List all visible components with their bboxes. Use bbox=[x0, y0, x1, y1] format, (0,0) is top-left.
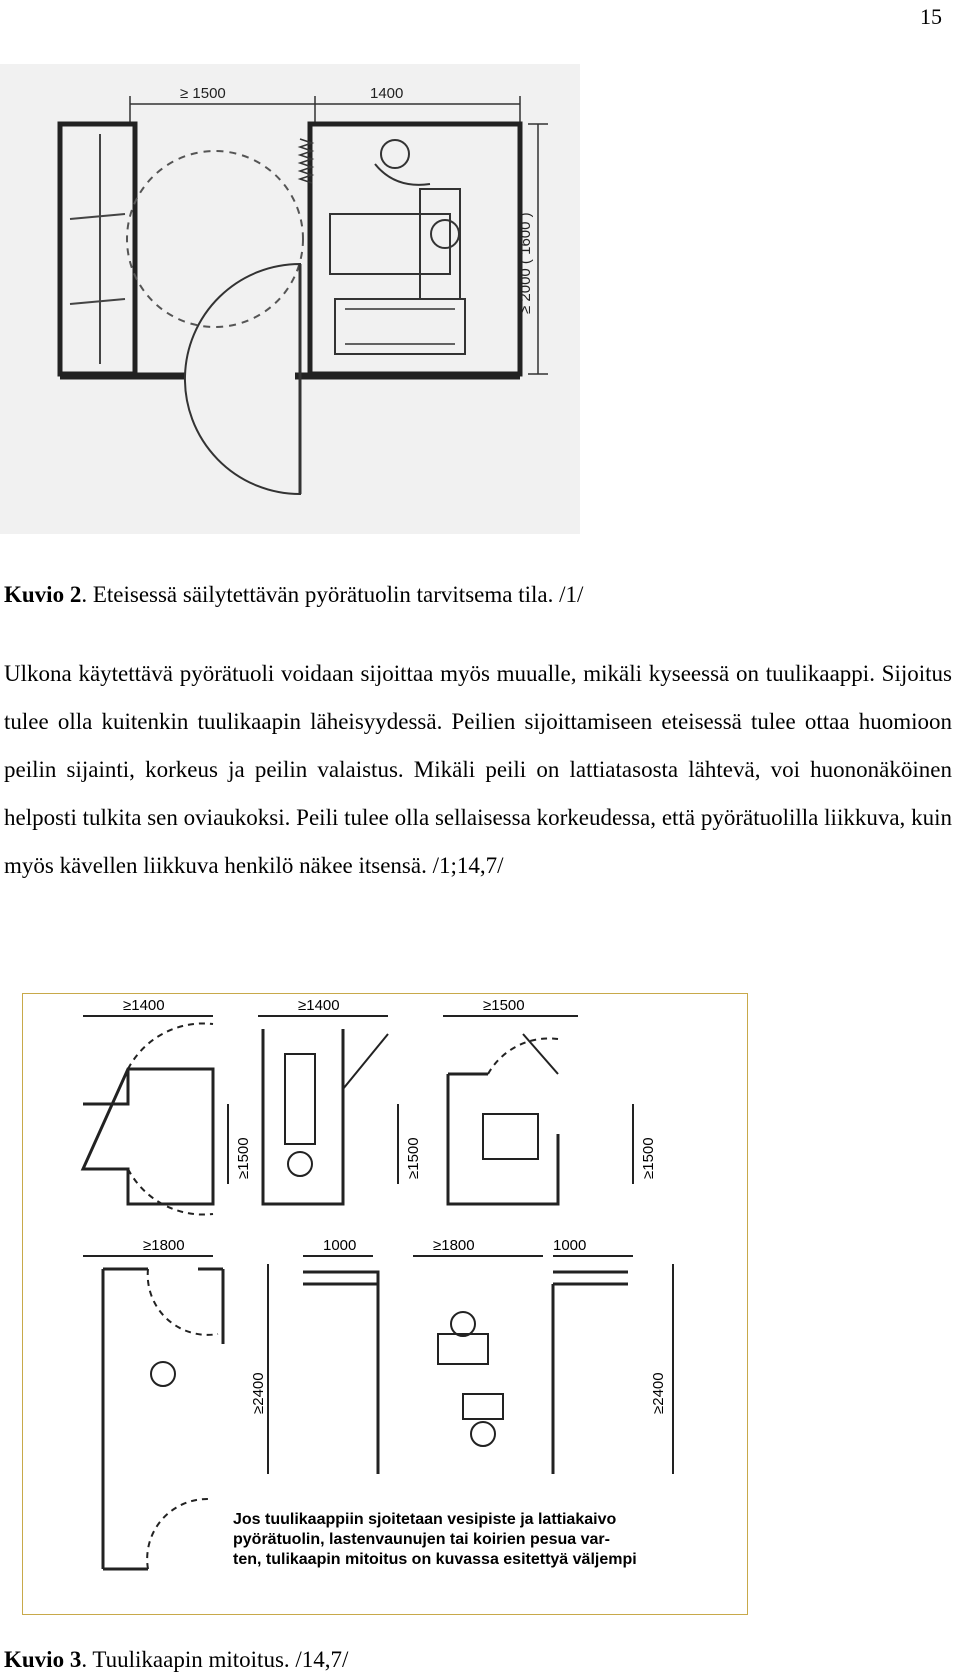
figure-1-caption bbox=[4, 580, 583, 610]
dim-width-left: ≥ 1500 bbox=[180, 85, 226, 102]
dim-plan4-width: ≥1800 bbox=[143, 1237, 185, 1254]
dim-plan2-width: ≥1400 bbox=[298, 997, 340, 1014]
dim-plan5-height: ≥2400 bbox=[650, 1372, 667, 1414]
page-number: 15 bbox=[920, 4, 942, 29]
note-line-1: Jos tuulikaappiin sjoitetaan vesipiste ja lattiakaivo bbox=[233, 1511, 617, 1528]
dim-plan1-width: ≥1400 bbox=[123, 997, 165, 1014]
figure-1-floorplan bbox=[0, 64, 580, 534]
caption-text: . Eteisessä säilytettävän pyörätuolin tarvitsema tila. /1/ bbox=[81, 582, 584, 607]
note-line-3: ten, tulikaapin mitoitus on kuvassa esitettyä väljempi bbox=[233, 1551, 637, 1568]
dim-plan4-height: ≥2400 bbox=[250, 1372, 267, 1414]
caption-text: . Tuulikaapin mitoitus. /14,7/ bbox=[81, 1647, 349, 1672]
dim-plan5-width-left: 1000 bbox=[323, 1237, 357, 1254]
dim-width-right: 1400 bbox=[370, 85, 404, 102]
dim-height: ≥ 2000 ( 1600 ) bbox=[517, 212, 534, 314]
figure-2-caption bbox=[4, 1645, 348, 1675]
body-paragraph: Ulkona käytettävä pyörätuoli voidaan sijoittaa myös muualle, mikäli kyseessä on tuulikaappi. Sijoitus tulee olla kuitenkin tuulikaapin läheisyydessä. Peilien sijoittamiseen eteisessä tulee ottaa huomioon peilin sijainti, korkeus ja peilin valaistus. Mikäli peili on lattiatasosta lähtevä, voi huononäköinen helposti tulkita sen oviaukoksi. Peili tulee olla sellaisessa korkeudessa, että pyörätuolilla liikkuva, kuin myös kävellen liikkuva henkilö näkee itsensä. /1;14,7/ bbox=[4, 661, 952, 878]
caption-label: Kuvio 2 bbox=[4, 582, 82, 607]
dim-plan1-height: ≥1500 bbox=[235, 1137, 252, 1179]
caption-label: Kuvio 3 bbox=[4, 1647, 82, 1672]
note-line-2: pyörätuolin, lastenvaunujen tai koirien pesua var- bbox=[233, 1531, 610, 1548]
dim-plan5-width-right: 1000 bbox=[553, 1237, 587, 1254]
dim-plan5-width-mid: ≥1800 bbox=[433, 1237, 475, 1254]
dim-plan3-height: ≥1500 bbox=[640, 1137, 657, 1179]
dim-plan3-width: ≥1500 bbox=[483, 997, 525, 1014]
figure-2-vestibule-dimensions bbox=[22, 993, 748, 1615]
dim-plan2-height: ≥1500 bbox=[405, 1137, 422, 1179]
